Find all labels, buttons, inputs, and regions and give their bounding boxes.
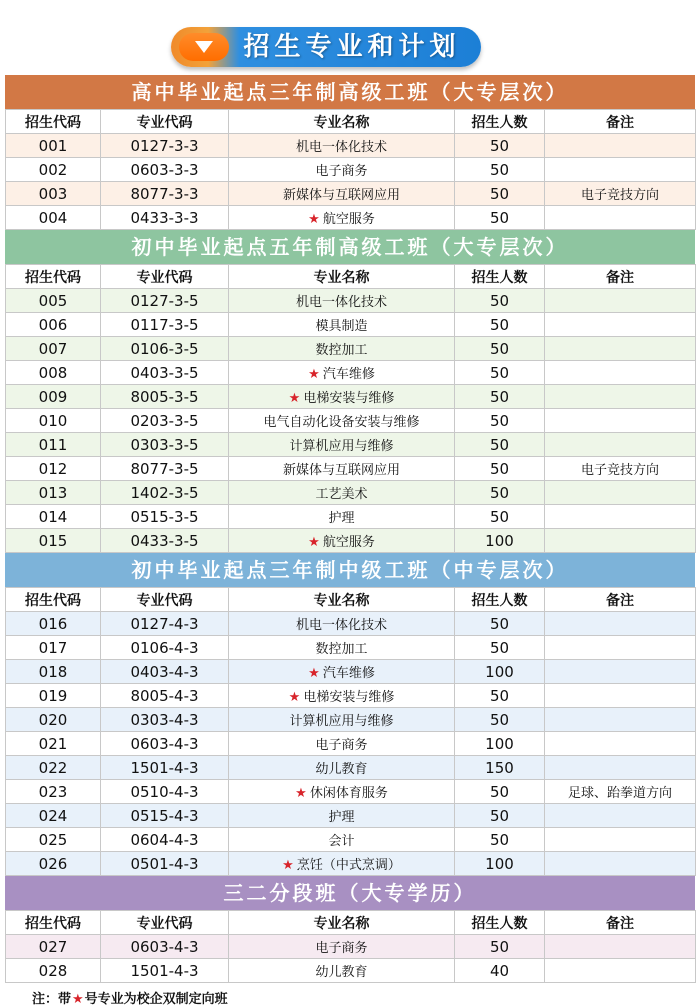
column-header: 招生人数 xyxy=(455,110,545,134)
major-name-text: 计算机应用与维修 xyxy=(289,439,394,454)
enroll-count-cell: 50 xyxy=(455,337,545,361)
column-header: 备注 xyxy=(545,265,696,289)
major-name-text: 电子商务 xyxy=(315,164,368,179)
star-icon: ★ xyxy=(288,690,301,705)
star-icon: ★ xyxy=(282,858,294,873)
major-name-cell xyxy=(229,852,455,876)
major-code-cell: 0403-4-3 xyxy=(101,660,229,684)
major-name-cell xyxy=(229,433,455,457)
star-icon: ★ xyxy=(288,391,301,406)
enroll-code-cell: 001 xyxy=(6,134,101,158)
major-name-cell xyxy=(229,732,455,756)
footnote-prefix: 注：带 xyxy=(32,992,72,1006)
enroll-code-cell: 003 xyxy=(6,182,101,206)
remark-cell xyxy=(545,481,696,505)
enroll-count-cell: 50 xyxy=(455,636,545,660)
major-name-text: 模具制造 xyxy=(315,319,368,334)
table-row xyxy=(6,481,696,505)
remark-cell xyxy=(545,385,696,409)
table-row xyxy=(6,636,696,660)
enroll-count-cell: 50 xyxy=(455,385,545,409)
section-table xyxy=(5,910,696,983)
enroll-code-cell: 010 xyxy=(6,409,101,433)
enroll-code-cell: 005 xyxy=(6,289,101,313)
enroll-count-cell: 50 xyxy=(455,612,545,636)
major-code-cell: 0603-3-3 xyxy=(101,158,229,182)
enroll-count-cell: 50 xyxy=(455,457,545,481)
column-header: 专业代码 xyxy=(101,110,229,134)
star-icon: ★ xyxy=(308,535,320,550)
remark-cell xyxy=(545,361,696,385)
remark-cell: 电子竞技方向 xyxy=(545,457,696,481)
enroll-code-cell: 006 xyxy=(6,313,101,337)
section-title: 初中毕业起点三年制中级工班（中专层次） xyxy=(5,553,695,587)
major-code-cell: 0603-4-3 xyxy=(101,732,229,756)
major-name-cell xyxy=(229,636,455,660)
major-name-cell xyxy=(229,134,455,158)
title-banner xyxy=(171,27,481,67)
major-code-cell: 0106-3-5 xyxy=(101,337,229,361)
column-header: 招生人数 xyxy=(455,911,545,935)
major-name-cell xyxy=(229,182,455,206)
major-name-text: 机电一体化技术 xyxy=(295,295,387,310)
major-code-cell: 8077-3-3 xyxy=(101,182,229,206)
section-title: 初中毕业起点五年制高级工班（大专层次） xyxy=(5,230,695,264)
column-header: 备注 xyxy=(545,110,696,134)
column-header: 招生代码 xyxy=(6,110,101,134)
chevron-down-icon xyxy=(179,33,229,61)
enroll-count-cell: 50 xyxy=(455,433,545,457)
major-name-cell xyxy=(229,158,455,182)
remark-cell xyxy=(545,636,696,660)
column-header: 招生代码 xyxy=(6,911,101,935)
major-code-cell: 0303-4-3 xyxy=(101,708,229,732)
enroll-count-cell: 50 xyxy=(455,409,545,433)
remark-cell: 电子竞技方向 xyxy=(545,182,696,206)
table-row xyxy=(6,708,696,732)
major-name-cell xyxy=(229,804,455,828)
remark-cell xyxy=(545,660,696,684)
major-name-text: 汽车维修 xyxy=(322,666,375,681)
section-table xyxy=(5,264,696,553)
table-row xyxy=(6,457,696,481)
major-name-cell xyxy=(229,337,455,361)
enroll-code-cell: 019 xyxy=(6,684,101,708)
enroll-count-cell: 150 xyxy=(455,756,545,780)
major-name-text: 烹饪（中式烹调） xyxy=(296,858,401,873)
column-header: 备注 xyxy=(545,911,696,935)
enroll-code-cell: 018 xyxy=(6,660,101,684)
enroll-code-cell: 004 xyxy=(6,206,101,230)
remark-cell xyxy=(545,313,696,337)
major-name-text: 幼儿教育 xyxy=(315,762,368,777)
major-code-cell: 0510-4-3 xyxy=(101,780,229,804)
major-name-text: 电梯安装与维修 xyxy=(303,690,395,705)
table-row xyxy=(6,756,696,780)
table-row xyxy=(6,828,696,852)
remark-cell xyxy=(545,828,696,852)
major-name-text: 计算机应用与维修 xyxy=(289,714,394,729)
table-row xyxy=(6,804,696,828)
major-code-cell: 0303-3-5 xyxy=(101,433,229,457)
major-name-cell xyxy=(229,529,455,553)
remark-cell xyxy=(545,935,696,959)
column-header: 专业名称 xyxy=(229,110,455,134)
enroll-count-cell: 50 xyxy=(455,684,545,708)
table-row xyxy=(6,289,696,313)
remark-cell xyxy=(545,505,696,529)
column-header: 招生人数 xyxy=(455,588,545,612)
major-code-cell: 0127-3-3 xyxy=(101,134,229,158)
table-row xyxy=(6,433,696,457)
table-row xyxy=(6,660,696,684)
major-name-cell xyxy=(229,708,455,732)
major-name-text: 机电一体化技术 xyxy=(295,140,387,155)
remark-cell xyxy=(545,337,696,361)
major-code-cell: 0106-4-3 xyxy=(101,636,229,660)
major-name-cell xyxy=(229,756,455,780)
major-name-cell xyxy=(229,409,455,433)
enroll-count-cell: 50 xyxy=(455,804,545,828)
table-row xyxy=(6,505,696,529)
page-title: 招生专业和计划 xyxy=(243,32,461,62)
major-name-cell xyxy=(229,481,455,505)
table-row xyxy=(6,313,696,337)
major-code-cell: 0603-4-3 xyxy=(101,935,229,959)
enroll-code-cell: 008 xyxy=(6,361,101,385)
remark-cell xyxy=(545,684,696,708)
enroll-count-cell: 50 xyxy=(455,134,545,158)
major-code-cell: 0433-3-3 xyxy=(101,206,229,230)
major-name-text: 汽车维修 xyxy=(322,367,375,382)
star-icon: ★ xyxy=(295,786,307,801)
major-code-cell: 0515-3-5 xyxy=(101,505,229,529)
remark-cell xyxy=(545,134,696,158)
column-header: 专业代码 xyxy=(101,588,229,612)
remark-cell xyxy=(545,612,696,636)
enroll-code-cell: 026 xyxy=(6,852,101,876)
header-row xyxy=(6,588,696,612)
table-row xyxy=(6,852,696,876)
remark-cell xyxy=(545,529,696,553)
major-code-cell: 0203-3-5 xyxy=(101,409,229,433)
column-header: 专业名称 xyxy=(229,911,455,935)
remark-cell xyxy=(545,732,696,756)
major-name-text: 新媒体与互联网应用 xyxy=(282,188,400,203)
remark-cell xyxy=(545,708,696,732)
major-name-text: 航空服务 xyxy=(322,212,375,227)
major-name-text: 会计 xyxy=(328,834,355,849)
enroll-count-cell: 100 xyxy=(455,529,545,553)
section-title: 高中毕业起点三年制高级工班（大专层次） xyxy=(5,75,695,109)
header-row xyxy=(6,110,696,134)
header-row xyxy=(6,911,696,935)
major-name-text: 航空服务 xyxy=(322,535,375,550)
column-header: 招生代码 xyxy=(6,265,101,289)
major-code-cell: 0127-3-5 xyxy=(101,289,229,313)
column-header: 招生人数 xyxy=(455,265,545,289)
enroll-count-cell: 50 xyxy=(455,313,545,337)
major-code-cell: 8005-3-5 xyxy=(101,385,229,409)
major-name-text: 电子商务 xyxy=(315,738,368,753)
major-name-cell xyxy=(229,457,455,481)
table-row xyxy=(6,780,696,804)
remark-cell xyxy=(545,289,696,313)
enroll-code-cell: 007 xyxy=(6,337,101,361)
enroll-count-cell: 50 xyxy=(455,158,545,182)
major-code-cell: 0117-3-5 xyxy=(101,313,229,337)
table-row xyxy=(6,684,696,708)
enroll-count-cell: 50 xyxy=(455,289,545,313)
enrollment-plan-sheet xyxy=(5,75,695,983)
enroll-code-cell: 011 xyxy=(6,433,101,457)
major-name-cell xyxy=(229,361,455,385)
table-row xyxy=(6,935,696,959)
major-name-cell xyxy=(229,612,455,636)
section-table xyxy=(5,587,696,876)
enroll-count-cell: 50 xyxy=(455,182,545,206)
major-name-text: 护理 xyxy=(328,810,355,825)
major-code-cell: 0501-4-3 xyxy=(101,852,229,876)
remark-cell xyxy=(545,959,696,983)
table-row xyxy=(6,206,696,230)
major-name-cell xyxy=(229,313,455,337)
table-row xyxy=(6,385,696,409)
table-row xyxy=(6,732,696,756)
enroll-code-cell: 025 xyxy=(6,828,101,852)
section-title: 三二分段班（大专学历） xyxy=(5,876,695,910)
star-icon: ★ xyxy=(308,666,320,681)
major-name-cell xyxy=(229,684,455,708)
major-code-cell: 0433-3-5 xyxy=(101,529,229,553)
table-row xyxy=(6,182,696,206)
column-header: 专业名称 xyxy=(229,588,455,612)
remark-cell xyxy=(545,158,696,182)
major-name-cell xyxy=(229,935,455,959)
major-name-cell xyxy=(229,206,455,230)
footnote-suffix: 号专业为校企双制定向班 xyxy=(84,992,228,1006)
major-name-text: 工艺美术 xyxy=(315,487,368,502)
column-header: 招生代码 xyxy=(6,588,101,612)
enroll-count-cell: 50 xyxy=(455,481,545,505)
major-name-text: 电梯安装与维修 xyxy=(303,391,395,406)
major-code-cell: 8005-4-3 xyxy=(101,684,229,708)
footnote xyxy=(32,988,228,1006)
major-code-cell: 1501-4-3 xyxy=(101,959,229,983)
enroll-count-cell: 50 xyxy=(455,505,545,529)
major-code-cell: 0515-4-3 xyxy=(101,804,229,828)
major-code-cell: 8077-3-5 xyxy=(101,457,229,481)
table-row xyxy=(6,337,696,361)
remark-cell xyxy=(545,852,696,876)
table-row xyxy=(6,134,696,158)
star-icon: ★ xyxy=(72,992,84,1006)
column-header: 专业代码 xyxy=(101,265,229,289)
major-name-cell xyxy=(229,505,455,529)
enroll-count-cell: 50 xyxy=(455,780,545,804)
enroll-code-cell: 024 xyxy=(6,804,101,828)
table-row xyxy=(6,409,696,433)
enroll-code-cell: 012 xyxy=(6,457,101,481)
enroll-code-cell: 022 xyxy=(6,756,101,780)
enroll-code-cell: 016 xyxy=(6,612,101,636)
table-row xyxy=(6,158,696,182)
enroll-count-cell: 50 xyxy=(455,708,545,732)
column-header: 备注 xyxy=(545,588,696,612)
major-name-cell xyxy=(229,660,455,684)
enroll-code-cell: 028 xyxy=(6,959,101,983)
remark-cell xyxy=(545,206,696,230)
star-icon: ★ xyxy=(308,367,320,382)
major-name-text: 新媒体与互联网应用 xyxy=(282,463,400,478)
enroll-code-cell: 020 xyxy=(6,708,101,732)
enroll-code-cell: 013 xyxy=(6,481,101,505)
enroll-count-cell: 100 xyxy=(455,732,545,756)
enroll-count-cell: 50 xyxy=(455,206,545,230)
enroll-code-cell: 002 xyxy=(6,158,101,182)
enroll-count-cell: 50 xyxy=(455,361,545,385)
major-name-cell xyxy=(229,959,455,983)
header-row xyxy=(6,265,696,289)
remark-cell: 足球、跆拳道方向 xyxy=(545,780,696,804)
enroll-count-cell: 100 xyxy=(455,660,545,684)
table-row xyxy=(6,612,696,636)
major-name-text: 电气自动化设备安装与维修 xyxy=(263,415,420,430)
star-icon: ★ xyxy=(308,212,320,227)
enroll-count-cell: 40 xyxy=(455,959,545,983)
major-code-cell: 1402-3-5 xyxy=(101,481,229,505)
major-name-text: 护理 xyxy=(328,511,355,526)
remark-cell xyxy=(545,756,696,780)
enroll-count-cell: 50 xyxy=(455,935,545,959)
enroll-code-cell: 017 xyxy=(6,636,101,660)
table-row xyxy=(6,959,696,983)
major-name-text: 电子商务 xyxy=(315,941,368,956)
major-name-text: 幼儿教育 xyxy=(315,965,368,980)
column-header: 专业代码 xyxy=(101,911,229,935)
enroll-code-cell: 014 xyxy=(6,505,101,529)
section-table xyxy=(5,109,696,230)
major-name-cell xyxy=(229,385,455,409)
major-name-cell xyxy=(229,828,455,852)
major-name-text: 机电一体化技术 xyxy=(295,618,387,633)
major-name-text: 数控加工 xyxy=(315,343,368,358)
table-row xyxy=(6,361,696,385)
table-row xyxy=(6,529,696,553)
enroll-code-cell: 015 xyxy=(6,529,101,553)
remark-cell xyxy=(545,409,696,433)
major-code-cell: 0403-3-5 xyxy=(101,361,229,385)
column-header: 专业名称 xyxy=(229,265,455,289)
enroll-code-cell: 023 xyxy=(6,780,101,804)
major-code-cell: 0127-4-3 xyxy=(101,612,229,636)
major-name-cell xyxy=(229,289,455,313)
major-name-text: 休闲体育服务 xyxy=(309,786,388,801)
remark-cell xyxy=(545,433,696,457)
enroll-code-cell: 009 xyxy=(6,385,101,409)
enroll-count-cell: 100 xyxy=(455,852,545,876)
enroll-code-cell: 021 xyxy=(6,732,101,756)
major-name-text: 数控加工 xyxy=(315,642,368,657)
enroll-count-cell: 50 xyxy=(455,828,545,852)
major-code-cell: 0604-4-3 xyxy=(101,828,229,852)
major-name-cell xyxy=(229,780,455,804)
enroll-code-cell: 027 xyxy=(6,935,101,959)
major-code-cell: 1501-4-3 xyxy=(101,756,229,780)
remark-cell xyxy=(545,804,696,828)
